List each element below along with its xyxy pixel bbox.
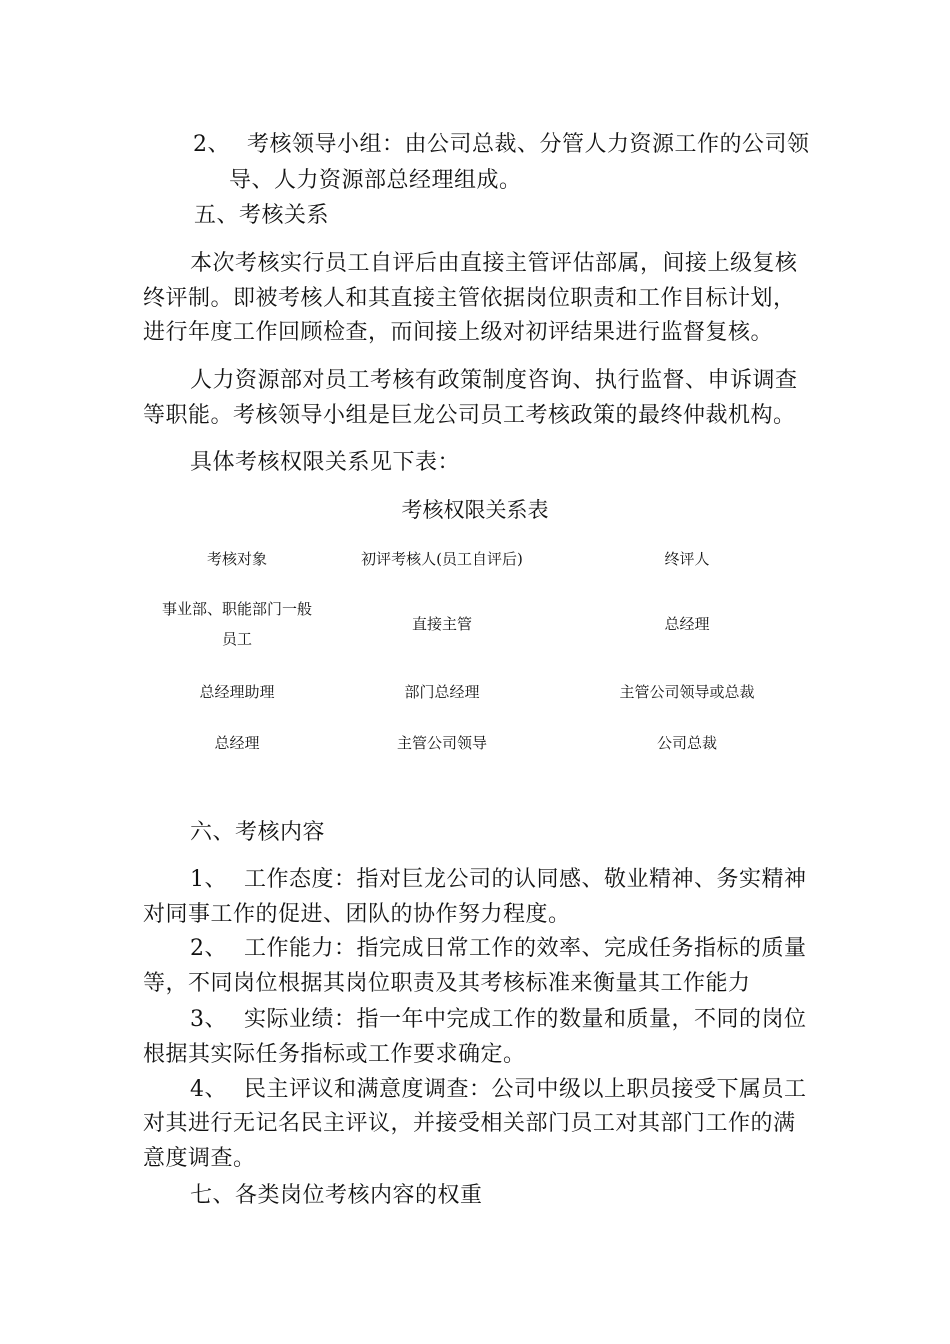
- section4-item2-line2: 导、人力资源部总经理组成。: [229, 168, 522, 193]
- table-header-row: [142, 540, 822, 578]
- table-title: 考核权限关系表: [401, 498, 549, 522]
- table-cell-target: [142, 578, 332, 670]
- item-text: 实际业绩：指一年中完成工作的数量和质量，不同的岗位: [244, 1007, 807, 1032]
- section6-heading: 六、考核内容: [190, 820, 326, 845]
- item-text: 工作能力：指完成日常工作的效率、完成任务指标的质量: [244, 936, 807, 961]
- section5-para1-line: 终评制。即被考核人和其直接主管依据岗位职责和工作目标计划，: [143, 286, 796, 311]
- section5-para2-line: 等职能。考核领导小组是巨龙公司员工考核政策的最终仲裁机构。: [143, 403, 796, 428]
- section6-item3-line1: [190, 1003, 807, 1037]
- section4-item2-line1: [193, 128, 810, 162]
- table-row: [142, 578, 822, 670]
- authority-table: [142, 540, 822, 772]
- item-number: 2、: [190, 936, 227, 961]
- section5-para3: 具体考核权限关系见下表：: [190, 450, 461, 475]
- section6-item4-line3: 意度调查。: [143, 1146, 256, 1171]
- item-number: 3、: [190, 1007, 227, 1032]
- section5-para1-line: 进行年度工作回顾检查，而间接上级对初评结果进行监督复核。: [143, 320, 774, 345]
- table-cell-initial: 主管公司领导: [396, 734, 487, 752]
- section6-item1-line2: 对同事工作的促进、团队的协作努力程度。: [143, 902, 571, 927]
- item-text: 工作态度：指对巨龙公司的认同感、敬业精神、务实精神: [244, 867, 807, 892]
- section5-heading: 五、考核关系: [194, 203, 330, 228]
- table-cell-initial: 部门总经理: [404, 683, 480, 701]
- item-text: 考核领导小组：由公司总裁、分管人力资源工作的公司领: [247, 132, 810, 157]
- cell-text-line: 员工: [221, 630, 252, 648]
- table-cell-target: 总经理: [214, 734, 260, 752]
- section6-item3-line2: 根据其实际任务指标或工作要求确定。: [143, 1042, 526, 1067]
- item-number: 4、: [190, 1077, 227, 1102]
- table-header-cell: 终评人: [664, 550, 710, 568]
- table-cell-final: 公司总裁: [656, 734, 717, 752]
- section6-item1-line1: [190, 863, 807, 897]
- section6-item4-line1: [190, 1073, 807, 1107]
- section5-para2-line: 人力资源部对员工考核有政策制度咨询、执行监督、申诉调查: [190, 368, 798, 393]
- table-row: [142, 714, 822, 772]
- item-number: 2、: [193, 132, 230, 157]
- table-row: [142, 670, 822, 714]
- table-cell-initial: 直接主管: [411, 615, 472, 633]
- item-number: 1、: [190, 867, 227, 892]
- table-header-cell: 考核对象: [206, 550, 267, 568]
- table-header-cell: 初评考核人(员工自评后): [361, 550, 523, 568]
- section6-item2-line1: [190, 932, 807, 966]
- item-text: 民主评议和满意度调查：公司中级以上职员接受下属员工: [244, 1077, 807, 1102]
- section6-item4-line2: 对其进行无记名民主评议，并接受相关部门员工对其部门工作的满: [143, 1111, 796, 1136]
- section5-para1-line: 本次考核实行员工自评后由直接主管评估部属，间接上级复核: [190, 251, 798, 276]
- section6-item2-line2: 等，不同岗位根据其岗位职责及其考核标准来衡量其工作能力: [143, 971, 751, 996]
- table-cell-final: 总经理: [664, 615, 710, 633]
- table-cell-final: 主管公司领导或总裁: [619, 683, 755, 701]
- cell-text-line: 事业部、职能部门一般: [161, 600, 312, 618]
- table-cell-target: 总经理助理: [199, 683, 275, 701]
- section7-heading: 七、各类岗位考核内容的权重: [190, 1183, 483, 1208]
